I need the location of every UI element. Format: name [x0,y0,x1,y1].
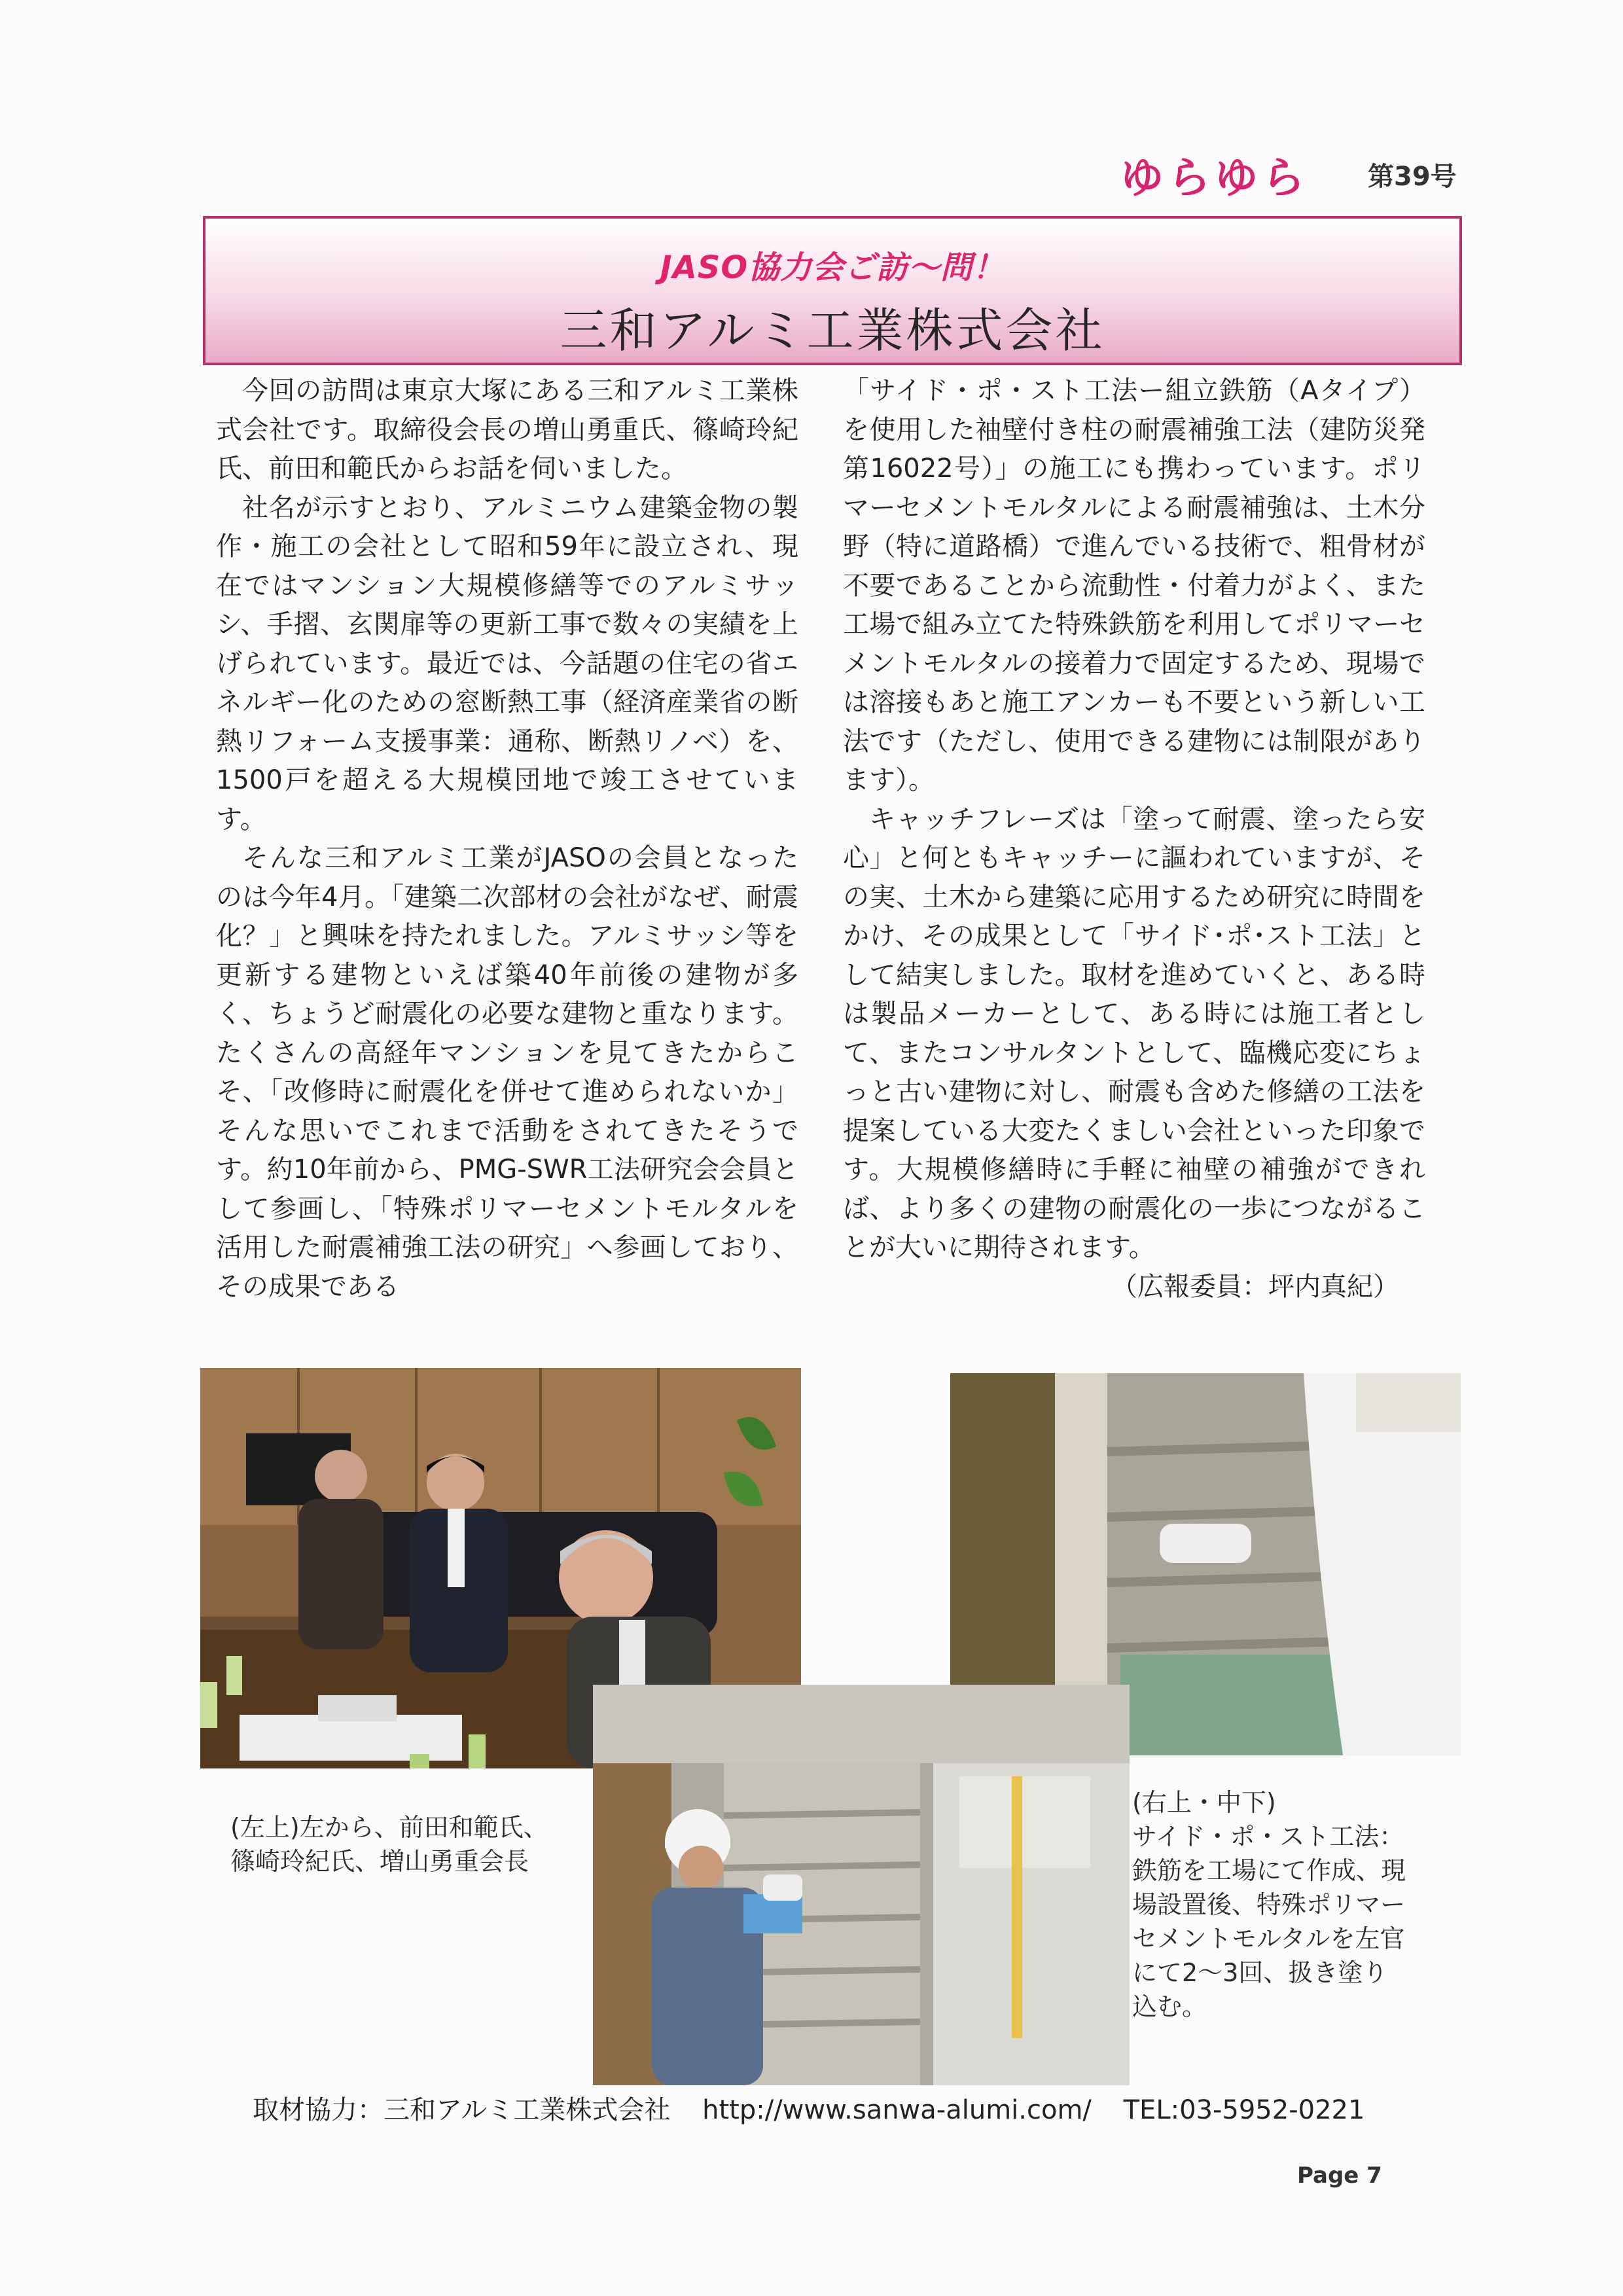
photo-worker [593,1685,1130,2085]
caption-line: 鉄筋を工場にて作成、現 [1132,1856,1406,1885]
article-subtitle: JASO協力会ご訪～問！ [660,249,1005,286]
article-title: 三和アルミ工業株式会社 [560,303,1105,358]
caption-line: (左上)左から、前田和範氏、 [230,1813,548,1842]
paragraph: 「サイド・ポ・スト工法ー組立鉄筋（Aタイプ）を使用した袖壁付き柱の耐震補強工法（建防災発第16022号）」の施工にも携わっています。ポリマーセメントモルタルによる耐震補強は、土木分野（特に道路橋）で進んでいる技術で、粗骨材が不要であることから流動性・付着力がよく、また工場で組み立てた特殊鉄筋を利用してポリマーセメントモルタルの接着力で固定するため、現場では溶接もあと施工アンカーも不要という新しい工法です（ただし、使用できる建物には制限があります）。 [843,376,1425,795]
article-column-right [843,372,1425,1306]
footer-credit [253,2089,1496,2126]
article-title-box [203,216,1462,365]
footer-company: 取材協力：三和アルミ工業株式会社 [253,2095,671,2125]
caption-meeting-photo [230,1810,584,1878]
paragraph: キャッチフレーズは「塗って耐震、塗ったら安心」と何ともキャッチーに謳われていますが、その実、土木から建築に応用するため研究に時間をかけ、その成果として「サイド･ポ･スト工法」として結実しました。取材を進めていくと、ある時は製品メーカーとして、ある時には施工者として、またコンサルタントとして、臨機応変にちょっと古い建物に対し、耐震も含めた修繕の工法を提案している大変たくましい会社といった印象です。大規模修繕時に手軽に袖壁の補強ができれば、より多くの建物の耐震化の一歩につながることが大いに期待されます。 [843,804,1425,1263]
caption-line: (右上・中下) [1132,1788,1276,1817]
article-column-left [216,372,798,1306]
author-credit: （広報委員：坪内真紀） [1111,1271,1399,1302]
paragraph: 社名が示すとおり、アルミニウム建築金物の製作・施工の会社として昭和59年に設立され、現在ではマンション大規模修繕等でのアルミサッシ、手摺、玄関扉等の更新工事で数々の実績を上げられています。最近では、今話題の住宅の省エネルギー化のための窓断熱工事（経済産業省の断熱リフォーム支援事業：通称、断熱リノベ）を、1500戸を超える大規模団地で竣工させています。 [216,492,798,834]
paragraph: 今回の訪問は東京大塚にある三和アルミ工業株式会社です。取締役会長の増山勇重氏、篠崎玲紀氏、前田和範氏からお話を伺いました。 [216,376,798,484]
issue-number: 第39号 [1368,162,1457,192]
photo-worker-illustration [593,1685,1130,2085]
caption-line: セメントモルタルを左官 [1132,1924,1405,1953]
caption-line: 篠崎玲紀氏、増山勇重会長 [230,1847,529,1876]
caption-construction-photos [1132,1785,1440,2024]
caption-line: 込む。 [1132,1992,1207,2021]
caption-line: サイド・ポ・スト工法： [1132,1822,1404,1851]
caption-line: にて2～3回、扱き塗り [1132,1958,1388,1987]
footer-tel: TEL:03-5952-0221 [1123,2095,1365,2125]
footer-url[interactable]: http://www.sanwa-alumi.com/ [702,2095,1092,2125]
caption-line: 場設置後、特殊ポリマー [1132,1890,1406,1919]
masthead-name: ゆらゆら [1120,152,1309,203]
paragraph: そんな三和アルミ工業がJASOの会員となったのは今年4月。「建築二次部材の会社がなぜ、耐震化？」と興味を持たれました。アルミサッシ等を更新する建物といえば築40年前後の建物が多く、ちょうど耐震化の必要な建物と重なります。たくさんの高経年マンションを見てきたからこそ、「改修時に耐震化を併せて進められないか」そんな思いでこれまで活動をされてきたそうです。約10年前から、PMG-SWR工法研究会会員として参画し、「特殊ポリマーセメントモルタルを活用した耐震補強工法の研究」へ参画しており、その成果である [216,843,798,1302]
page-number: Page 7 [1297,2162,1382,2189]
